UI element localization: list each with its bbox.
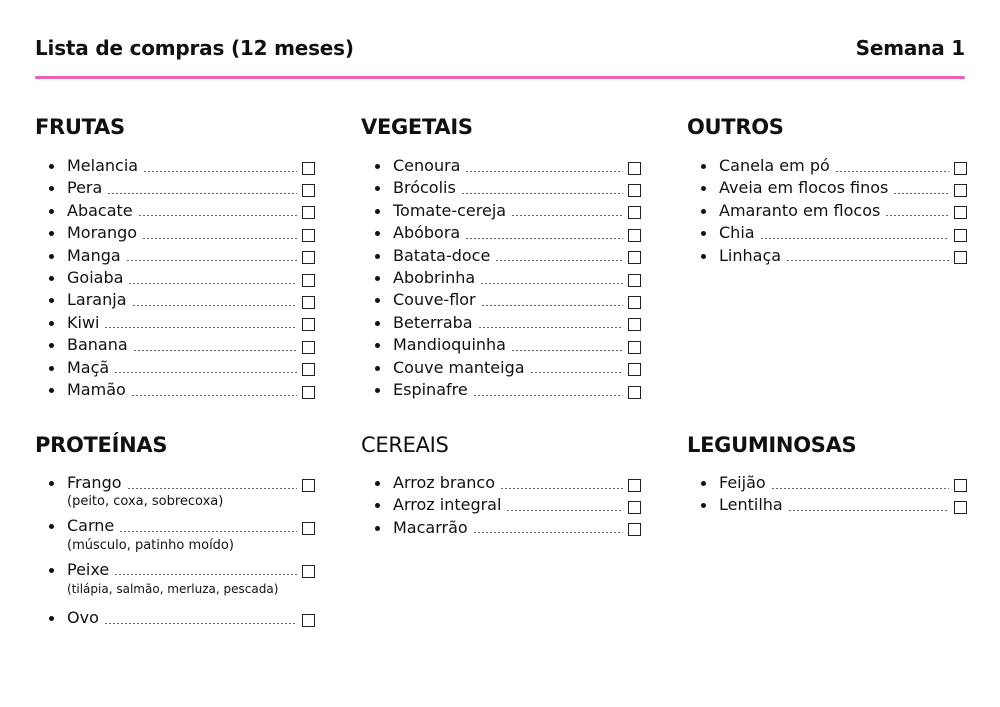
- list-item: [687, 472, 967, 494]
- checkbox[interactable]: [302, 274, 315, 287]
- list-item: [35, 155, 315, 177]
- dot-leader: [128, 283, 297, 284]
- item-label: Cenoura: [393, 156, 461, 175]
- dot-leader: [131, 395, 297, 396]
- item-label: Ovo: [67, 608, 99, 628]
- dot-leader: [143, 171, 297, 172]
- list-item: [361, 200, 641, 222]
- dot-leader: [465, 171, 623, 172]
- item-label: Aveia em flocos finos: [719, 178, 889, 198]
- dot-leader: [119, 531, 297, 532]
- checkbox[interactable]: [628, 162, 641, 175]
- section-vegetais: [361, 114, 641, 401]
- item-label: Beterraba: [393, 312, 473, 332]
- page-title: Lista de compras (12 meses): [35, 36, 354, 60]
- item-list: [687, 155, 967, 267]
- checkbox[interactable]: [628, 274, 641, 287]
- list-item: [35, 379, 315, 401]
- list-item: [361, 357, 641, 379]
- item-label: Lentilha: [719, 495, 783, 515]
- dot-leader: [473, 532, 623, 533]
- list-item: [687, 177, 967, 199]
- item-list: [687, 472, 967, 517]
- list-item: [35, 267, 315, 289]
- dot-leader: [132, 305, 298, 306]
- dot-leader: [127, 488, 297, 489]
- checkbox[interactable]: [302, 479, 315, 492]
- dot-leader: [893, 193, 949, 194]
- list-item: [361, 177, 641, 199]
- item-note: (peito, coxa, sobrecoxa): [67, 494, 224, 510]
- dot-leader: [771, 488, 949, 489]
- item-label: Linhaça: [719, 245, 782, 265]
- checkbox[interactable]: [302, 522, 315, 535]
- section-title: CEREAIS: [361, 433, 449, 457]
- list-item: [687, 245, 967, 267]
- item-label: Frango: [67, 473, 122, 492]
- checkbox[interactable]: [302, 251, 315, 264]
- list-item: [361, 155, 641, 177]
- dot-leader: [478, 327, 623, 328]
- list-item: [361, 472, 641, 494]
- dot-leader: [530, 372, 623, 373]
- item-label: Batata-doce: [393, 245, 491, 265]
- dot-leader: [133, 350, 297, 351]
- dot-leader: [480, 283, 623, 284]
- checkbox[interactable]: [628, 386, 641, 399]
- checkbox[interactable]: [302, 184, 315, 197]
- item-label: Couve-flor: [393, 290, 476, 310]
- item-label: Canela em pó: [719, 156, 830, 175]
- checkbox[interactable]: [954, 206, 967, 219]
- item-label: Maçã: [67, 357, 110, 377]
- checkbox[interactable]: [628, 363, 641, 376]
- checkbox[interactable]: [954, 162, 967, 175]
- checkbox[interactable]: [954, 184, 967, 197]
- checkbox[interactable]: [302, 318, 315, 331]
- dot-leader: [114, 372, 297, 373]
- item-list: [35, 472, 315, 630]
- list-item: [361, 245, 641, 267]
- dot-leader: [511, 350, 623, 351]
- item-list: [35, 155, 315, 401]
- section-proteinas: [35, 432, 315, 635]
- dot-leader: [835, 171, 949, 172]
- list-item: [361, 312, 641, 334]
- checkbox[interactable]: [954, 229, 967, 242]
- checkbox[interactable]: [628, 229, 641, 242]
- checkbox[interactable]: [628, 206, 641, 219]
- checkbox[interactable]: [628, 523, 641, 536]
- dot-leader: [473, 395, 623, 396]
- section-leguminosas: [687, 432, 967, 517]
- item-label: Tomate-cereja: [393, 200, 507, 220]
- item-label: Abacate: [67, 200, 133, 220]
- checkbox[interactable]: [628, 341, 641, 354]
- checkbox[interactable]: [302, 206, 315, 219]
- dot-leader: [495, 260, 623, 261]
- checkbox[interactable]: [954, 501, 967, 514]
- checkbox[interactable]: [628, 296, 641, 309]
- section-title: FRUTAS: [35, 115, 125, 139]
- checkbox[interactable]: [628, 251, 641, 264]
- dot-leader: [107, 193, 297, 194]
- list-item: [361, 289, 641, 311]
- item-label: Arroz integral: [393, 495, 502, 515]
- list-item: [361, 517, 641, 539]
- list-item: [687, 222, 967, 244]
- list-item: [687, 155, 967, 177]
- list-item: [35, 334, 315, 356]
- list-item: [35, 312, 315, 334]
- item-label: Mamão: [67, 379, 126, 399]
- checkbox[interactable]: [628, 479, 641, 492]
- page-header: [35, 33, 965, 63]
- dot-leader: [788, 510, 949, 511]
- checkbox[interactable]: [302, 363, 315, 376]
- item-label: Laranja: [67, 290, 127, 310]
- item-list: [361, 155, 641, 401]
- item-label: Brócolis: [393, 178, 456, 198]
- header-divider: [35, 76, 965, 79]
- item-list: [361, 472, 641, 539]
- dot-leader: [760, 238, 949, 239]
- dot-leader: [114, 574, 297, 575]
- section-title: PROTEÍNAS: [35, 433, 168, 457]
- dot-leader: [511, 215, 623, 216]
- list-item: [361, 334, 641, 356]
- item-label: Melancia: [67, 156, 139, 175]
- list-item: [361, 222, 641, 244]
- item-label: Kiwi: [67, 312, 100, 332]
- item-label: Arroz branco: [393, 473, 496, 492]
- item-note: (tilápia, salmão, merluza, pescada): [67, 582, 279, 597]
- list-item: [35, 607, 315, 629]
- section-title: LEGUMINOSAS: [687, 433, 857, 457]
- checkbox[interactable]: [302, 296, 315, 309]
- item-label: Abobrinha: [393, 267, 476, 287]
- section-outros: [687, 114, 967, 267]
- section-title: VEGETAIS: [361, 115, 473, 139]
- section-frutas: [35, 114, 315, 401]
- checkbox[interactable]: [302, 386, 315, 399]
- checkbox[interactable]: [302, 229, 315, 242]
- list-item: [687, 494, 967, 516]
- checkbox[interactable]: [302, 565, 315, 578]
- list-item: [35, 222, 315, 244]
- dot-leader: [104, 623, 297, 624]
- item-note: (músculo, patinho moído): [67, 537, 234, 553]
- list-item: [35, 289, 315, 311]
- list-item: [361, 379, 641, 401]
- checkbox[interactable]: [628, 501, 641, 514]
- list-item: [35, 515, 315, 553]
- dot-leader: [461, 193, 623, 194]
- list-item: [35, 177, 315, 199]
- checkbox[interactable]: [628, 184, 641, 197]
- item-label: Peixe: [67, 559, 110, 579]
- checkbox[interactable]: [628, 318, 641, 331]
- dot-leader: [104, 327, 297, 328]
- item-label: Amaranto em flocos: [719, 200, 881, 220]
- dot-leader: [126, 260, 297, 261]
- checkbox[interactable]: [302, 341, 315, 354]
- list-item: [35, 357, 315, 379]
- list-item: [35, 245, 315, 267]
- item-label: Feijão: [719, 473, 766, 492]
- list-item: [35, 472, 315, 510]
- dot-leader: [885, 215, 949, 216]
- item-label: Chia: [719, 223, 755, 243]
- list-item: [687, 200, 967, 222]
- list-item: [35, 200, 315, 222]
- item-label: Manga: [67, 245, 121, 265]
- section-title: OUTROS: [687, 115, 784, 139]
- item-label: Abóbora: [393, 223, 461, 243]
- item-label: Morango: [67, 223, 138, 243]
- checkbox[interactable]: [954, 479, 967, 492]
- dot-leader: [786, 260, 949, 261]
- dot-leader: [138, 215, 297, 216]
- item-label: Macarrão: [393, 517, 468, 537]
- item-label: Espinafre: [393, 379, 468, 399]
- item-label: Goiaba: [67, 267, 124, 287]
- item-label: Banana: [67, 335, 128, 355]
- list-item: [361, 494, 641, 516]
- dot-leader: [142, 238, 297, 239]
- dot-leader: [506, 510, 623, 511]
- checkbox[interactable]: [302, 614, 315, 627]
- item-label: Carne: [67, 516, 115, 536]
- dot-leader: [465, 238, 623, 239]
- week-label: Semana 1: [855, 36, 965, 60]
- dot-leader: [481, 305, 623, 306]
- item-label: Pera: [67, 178, 103, 198]
- item-label: Couve manteiga: [393, 357, 525, 377]
- dot-leader: [500, 488, 623, 489]
- list-item: [361, 267, 641, 289]
- checkbox[interactable]: [302, 162, 315, 175]
- list-item: [35, 559, 315, 597]
- item-label: Mandioquinha: [393, 335, 506, 355]
- checkbox[interactable]: [954, 251, 967, 264]
- section-cereais: [361, 432, 641, 539]
